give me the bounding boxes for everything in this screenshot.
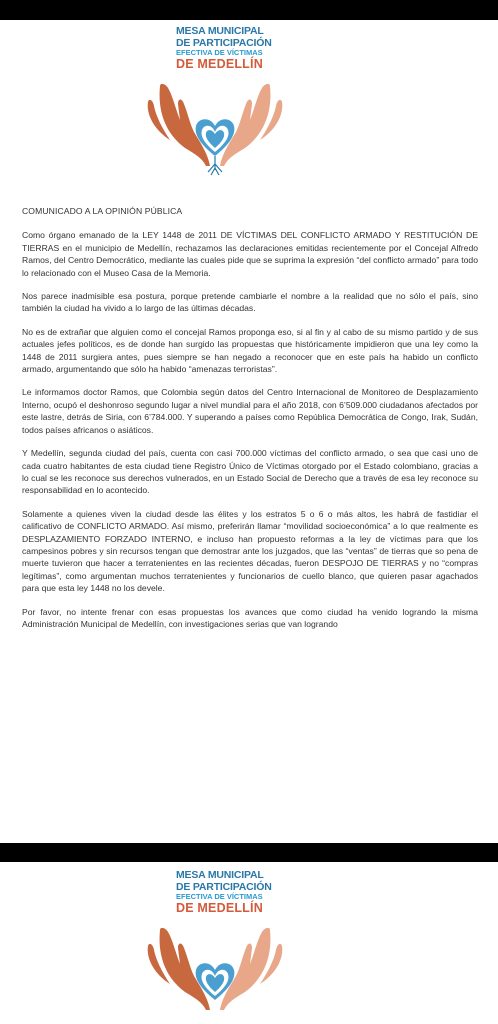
paragraph-7: Por favor, no intente frenar con esas propuestas los avances que como ciudad ha venido logrando la misma Administración Municipal de Medellín, con investigaciones serias que van logrando bbox=[22, 606, 478, 629]
logo-text bbox=[176, 26, 290, 70]
logo-line-4: DE MEDELLÍN bbox=[176, 900, 263, 915]
paragraph-6: Solamente a quienes viven la ciudad desde las élites y los estratos 5 o 6 o más altos, les habrá de fastidiar el calificativo de CONFLICTO ARMADO. Así mismo, preferirán llamar “movilidad socioeconómica” a lo que realmente es DESPLAZAMIENTO FORZADO INTERNO, e incluso han propuesto reformas a la ley de víctimas para que los campesinos pobres y sin recursos tengan que demostrar ante los juzgados, que las “ventas” de tierras que so pena de muerte tuvieron que hacer a terratenientes en las recientes décadas, fueron DESPOJO DE TIERRAS y no “compras legítimas”, como argumentan muchos terratenientes y funcionarios de cuello blanco, que quieren pasar agachados para que esta ley 1448 no los devele. bbox=[22, 508, 478, 594]
top-black-bar bbox=[0, 0, 498, 20]
logo-line-1: MESA MUNICIPAL bbox=[176, 869, 264, 881]
paragraph-1: Como órgano emanado de la LEY 1448 de 2011 DE VÍCTIMAS DEL CONFLICTO ARMADO Y RESTITUCIÓN DE TIERRAS en el municipio de Medellín, rechazamos las declaraciones emitidas recientemente por el Concejal Alfredo Ramos, del Centro Democrático, mediante las cuales pide que se suprima la expresión “del conflicto armado” para todo lo relacionado con el Museo Casa de la Memoria. bbox=[22, 230, 478, 278]
paragraph-2: Nos parece inadmisible esa postura, porque pretende cambiarle el nombre a la realidad que no sólo el país, sino también la ciudad ha vivido a lo largo de las últimas décadas. bbox=[22, 291, 478, 314]
logo-line-1: MESA MUNICIPAL bbox=[176, 25, 264, 37]
logo-line-2: DE PARTICIPACIÓN bbox=[176, 36, 272, 49]
logo-line-2: DE PARTICIPACIÓN bbox=[176, 880, 272, 893]
page-separator-bar bbox=[0, 843, 498, 862]
paragraph-4: Le informamos doctor Ramos, que Colombia según datos del Centro Internacional de Monitoreo de Desplazamiento Interno, ocupó el deshonroso segundo lugar a nivel mundial para el año 2018, con 6’509.000 ciudadanos afectados por este lastre, detrás de Siria, con 6’784.000. Y superando a países como República Democrática de Congo, Irak, Sudán, todos países africanos o asiáticos. bbox=[22, 387, 478, 435]
organization-logo-page-2 bbox=[140, 870, 290, 1020]
logo-text bbox=[176, 870, 290, 914]
organization-logo bbox=[140, 26, 290, 176]
hands-heart-icon bbox=[140, 920, 290, 1020]
document-title: COMUNICADO A LA OPINIÓN PÚBLICA bbox=[22, 206, 183, 216]
hands-heart-icon bbox=[140, 76, 290, 176]
paragraph-5: Y Medellín, segunda ciudad del país, cuenta con casi 700.000 víctimas del conflicto armado, o sea que casi uno de cada cuatro habitantes de esta ciudad tiene Registro Único de Víctimas otorgado por el Estado colombiano, gracias a lo cual se les reconoce sus derechos vulnerados, en un Estado Social de Derecho que a través de esa ley reconoce su responsabilidad en lo acontecido. bbox=[22, 448, 478, 496]
logo-line-3: EFECTIVA DE VÍCTIMAS bbox=[176, 892, 263, 901]
paragraph-3: No es de extrañar que alguien como el concejal Ramos proponga eso, si al fin y al cabo de su mismo partido y de sus actuales jefes políticos, es de donde han surgido las propuestas que históricamente impidieron que una ley como la 1448 de 2011 surgiera antes, pues siempre se han negado a reconocer que en este país ha habido un conflicto armado, argumentando que sólo ha habido “amenazas terroristas”. bbox=[22, 326, 478, 375]
logo-line-4: DE MEDELLÍN bbox=[176, 56, 263, 71]
communique-document bbox=[22, 205, 478, 641]
logo-line-3: EFECTIVA DE VÍCTIMAS bbox=[176, 48, 263, 57]
